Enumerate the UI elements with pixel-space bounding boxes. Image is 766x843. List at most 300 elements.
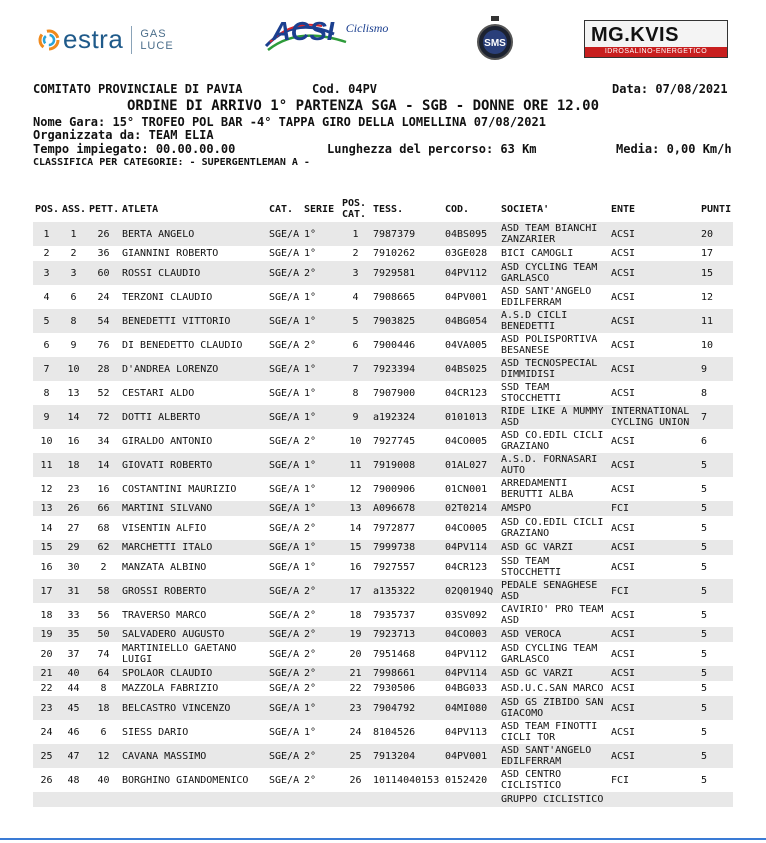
estra-subtitle bbox=[140, 28, 173, 52]
cell-tess: 7910262 bbox=[373, 248, 416, 259]
table-row bbox=[33, 744, 733, 768]
cell-pos-cat: 22 bbox=[349, 683, 362, 694]
cell-ente: ACSI bbox=[611, 435, 636, 447]
cell-cod: 02T0214 bbox=[443, 501, 499, 516]
cell-cod: 04BS095 bbox=[443, 222, 499, 246]
cell-societa: ASD TECNOSPECIAL DIMMIDISI bbox=[499, 357, 609, 381]
cell-pos-cat: 9 bbox=[340, 405, 371, 429]
cell-atleta: DI BENEDETTO CLAUDIO bbox=[122, 339, 243, 351]
cell-pos-cat: 19 bbox=[340, 627, 371, 642]
sms-logo bbox=[476, 16, 514, 68]
cell-punti: 11 bbox=[699, 309, 733, 333]
cell-atleta: BORGHINO GIANDOMENICO bbox=[122, 774, 249, 786]
cell-societa: ASD CENTRO CICLISTICO bbox=[501, 769, 562, 791]
cell-punti: 5 bbox=[701, 683, 708, 694]
cell-societa: SSD TEAM STOCCHETTI bbox=[501, 382, 562, 404]
cell-societa: ASD SANT'ANGELO EDILFERRAM bbox=[499, 744, 609, 768]
table-row bbox=[33, 246, 733, 261]
cell-punti: 5 bbox=[699, 579, 733, 603]
cell-societa: A.S.D. FORNASARI AUTO bbox=[499, 453, 609, 477]
cell-atleta: MARTINI SILVANO bbox=[120, 501, 267, 516]
cell-serie: 2° bbox=[304, 774, 317, 786]
cell-ass: 35 bbox=[60, 627, 87, 642]
cell-punti: 7 bbox=[699, 405, 733, 429]
cell-pos: 8 bbox=[43, 387, 50, 399]
cell-tess: 7930506 bbox=[373, 683, 416, 694]
cell-pos-cat: 10 bbox=[349, 435, 362, 447]
nome-gara: Nome Gara: 15° TROFEO POL BAR -4° TAPPA GIRO DELLA LOMELLINA 07/08/2021 bbox=[33, 115, 546, 129]
cell-punti: 5 bbox=[701, 522, 708, 534]
cell-pos: 18 bbox=[40, 609, 53, 621]
cell-pett: 28 bbox=[87, 357, 120, 381]
mgkvis-name: MG.KVIS bbox=[591, 24, 679, 46]
table-row bbox=[33, 642, 733, 666]
cell-atleta: CESTARI ALDO bbox=[122, 387, 195, 399]
cell-tess: 10114040153 bbox=[373, 774, 440, 786]
cell-ass: 3 bbox=[60, 261, 87, 285]
cell-serie: 2° bbox=[302, 627, 340, 642]
estra-divider bbox=[131, 26, 132, 54]
cell-ente: ACSI bbox=[609, 261, 699, 285]
cell-pos-cat: 3 bbox=[340, 261, 371, 285]
cell-ente: ACSI bbox=[611, 387, 636, 399]
col-header-cat: CAT. bbox=[269, 203, 294, 215]
table-row bbox=[33, 309, 733, 333]
cell-ass: 2 bbox=[70, 248, 77, 259]
cell-cat: SGE/A bbox=[267, 261, 302, 285]
estra-logo bbox=[38, 24, 174, 55]
cell-societa: SSD TEAM STOCCHETTI bbox=[501, 556, 562, 578]
cell-ente: ACSI bbox=[609, 309, 699, 333]
cell-cod bbox=[443, 792, 499, 807]
table-row bbox=[33, 453, 733, 477]
cell-pos-cat: 13 bbox=[340, 501, 371, 516]
cell-pett: 76 bbox=[97, 339, 110, 351]
cell-cat: SGE/A bbox=[267, 579, 302, 603]
cell-ass: 10 bbox=[60, 357, 87, 381]
cell-cat: SGE/A bbox=[269, 648, 300, 660]
cell-pett: 16 bbox=[97, 483, 110, 495]
cell-pos: 25 bbox=[33, 744, 60, 768]
cell-cat: SGE/A bbox=[269, 435, 300, 447]
table-row bbox=[33, 381, 733, 405]
cell-atleta: SPOLAOR CLAUDIO bbox=[120, 666, 267, 681]
cell-ass: 45 bbox=[60, 696, 87, 720]
cell-pos-cat: 8 bbox=[352, 387, 359, 399]
results-table bbox=[33, 196, 733, 807]
cell-pos-cat: 4 bbox=[352, 291, 359, 303]
cell-tess: 7907900 bbox=[373, 387, 416, 399]
cell-punti: 5 bbox=[699, 627, 733, 642]
cell-societa: ASD CO.EDIL CICLI GRAZIANO bbox=[501, 517, 604, 539]
cell-pos-cat: 26 bbox=[349, 774, 362, 786]
cell-pett: 58 bbox=[87, 579, 120, 603]
cell-atleta: DOTTI ALBERTO bbox=[120, 405, 267, 429]
cell-societa: ASD POLISPORTIVA BESANESE bbox=[501, 334, 598, 356]
cell-societa: ASD GC VARZI bbox=[499, 540, 609, 555]
cell-serie: 1° bbox=[304, 726, 317, 738]
cell-punti: 5 bbox=[699, 453, 733, 477]
cell-tess: 7900446 bbox=[373, 339, 416, 351]
cell-ass: 16 bbox=[67, 435, 80, 447]
cell-pett: 62 bbox=[87, 540, 120, 555]
cell-punti: 10 bbox=[701, 339, 714, 351]
cell-societa: ASD.U.C.SAN MARCO bbox=[501, 683, 604, 694]
cell-tess: 7935737 bbox=[373, 609, 416, 621]
cell-ente: ACSI bbox=[611, 648, 636, 660]
cell-atleta: BENEDETTI VITTORIO bbox=[120, 309, 267, 333]
cell-tess: 7923713 bbox=[371, 627, 443, 642]
cell-cod: 04CO005 bbox=[445, 522, 488, 534]
cell-serie: 2° bbox=[304, 435, 317, 447]
cell-ass: 14 bbox=[60, 405, 87, 429]
cell-ente: ACSI bbox=[611, 726, 636, 738]
cell-tess: 7927745 bbox=[373, 435, 416, 447]
cell-cat: SGE/A bbox=[267, 627, 302, 642]
table-row bbox=[33, 540, 733, 555]
cell-cod: 04PV112 bbox=[445, 648, 488, 660]
cell-punti: 5 bbox=[699, 666, 733, 681]
cell-pos-cat: 17 bbox=[340, 579, 371, 603]
cell-cat: SGE/A bbox=[267, 405, 302, 429]
cell-pett: 72 bbox=[87, 405, 120, 429]
cell-ente: ACSI bbox=[611, 248, 636, 259]
cell-pett: 40 bbox=[97, 774, 110, 786]
cell-ente: ACSI bbox=[611, 291, 636, 303]
cell-pos-cat: 15 bbox=[340, 540, 371, 555]
cell-pos: 22 bbox=[40, 683, 53, 694]
cell-cat: SGE/A bbox=[267, 222, 302, 246]
cell-serie: 1° bbox=[304, 561, 317, 573]
cell-pos: 21 bbox=[33, 666, 60, 681]
cell-pett: 50 bbox=[87, 627, 120, 642]
cell-ente: ACSI bbox=[611, 609, 636, 621]
cell-societa: ASD SANT'ANGELO EDILFERRAM bbox=[501, 286, 592, 308]
cell-punti: 8 bbox=[701, 387, 708, 399]
cell-societa: GRUPPO CICLISTICO bbox=[499, 792, 609, 807]
cell-pos-cat: 11 bbox=[340, 453, 371, 477]
cell-cat: SGE/A bbox=[269, 522, 300, 534]
cell-punti: 5 bbox=[699, 540, 733, 555]
cell-societa: A.S.D CICLI BENEDETTI bbox=[499, 309, 609, 333]
table-row bbox=[33, 579, 733, 603]
cell-cat: SGE/A bbox=[267, 453, 302, 477]
cell-pos-cat: 12 bbox=[349, 483, 362, 495]
cell-serie: 2° bbox=[304, 683, 317, 694]
cell-pett: 2 bbox=[100, 561, 107, 573]
cell-ass: 48 bbox=[67, 774, 80, 786]
cell-tess: 7900906 bbox=[373, 483, 416, 495]
cell-ente: ACSI bbox=[611, 339, 636, 351]
cell-cod: 04MI080 bbox=[443, 696, 499, 720]
cell-tess: 7998661 bbox=[371, 666, 443, 681]
cell-ente: ACSI bbox=[609, 540, 699, 555]
cell-serie: 2° bbox=[302, 261, 340, 285]
cell-tess: 8104526 bbox=[373, 726, 416, 738]
cell-societa: PEDALE SENAGHESE ASD bbox=[499, 579, 609, 603]
cell-atleta: MARTINIELLO GAETANO LUIGI bbox=[122, 643, 237, 665]
cell-serie: 1° bbox=[302, 222, 340, 246]
cell-tess: 7972877 bbox=[373, 522, 416, 534]
cell-ass: 29 bbox=[60, 540, 87, 555]
cell-cat: SGE/A bbox=[269, 609, 300, 621]
cell-ass: 31 bbox=[60, 579, 87, 603]
acsi-logo bbox=[264, 14, 389, 46]
cell-atleta: GIOVATI ROBERTO bbox=[120, 453, 267, 477]
cell-serie: 2° bbox=[304, 522, 317, 534]
cell-tess: a192324 bbox=[371, 405, 443, 429]
cell-atleta: BERTA ANGELO bbox=[120, 222, 267, 246]
cell-atleta: SALVADERO AUGUSTO bbox=[120, 627, 267, 642]
cell-ass: 1 bbox=[60, 222, 87, 246]
cell-societa: ASD CYCLING TEAM GARLASCO bbox=[501, 643, 598, 665]
cell-atleta: TERZONI CLAUDIO bbox=[122, 291, 213, 303]
cell-atleta: ROSSI CLAUDIO bbox=[120, 261, 267, 285]
cell-pos: 14 bbox=[40, 522, 53, 534]
cell-cod: 04PV114 bbox=[443, 540, 499, 555]
cell-cod: 04CO003 bbox=[443, 627, 499, 642]
cell-pos-cat: 20 bbox=[349, 648, 362, 660]
cell-pett: 54 bbox=[87, 309, 120, 333]
cell-pett: 74 bbox=[97, 648, 110, 660]
cell-ass: 37 bbox=[67, 648, 80, 660]
table-row bbox=[33, 501, 733, 516]
cell-cod: 02Q0194Q bbox=[443, 579, 499, 603]
cell-pett: 36 bbox=[97, 248, 110, 259]
cell-societa: ASD CYCLING TEAM GARLASCO bbox=[499, 261, 609, 285]
cell-ente bbox=[609, 792, 699, 807]
cell-pett: 60 bbox=[87, 261, 120, 285]
cell-societa: ASD GS ZIBIDO SAN GIACOMO bbox=[499, 696, 609, 720]
cell-atleta bbox=[120, 792, 267, 807]
cell-atleta: BELCASTRO VINCENZO bbox=[120, 696, 267, 720]
cell-atleta: D'ANDREA LORENZO bbox=[120, 357, 267, 381]
cell-serie: 2° bbox=[302, 579, 340, 603]
cell-ente: ACSI bbox=[609, 222, 699, 246]
comitato-label: COMITATO PROVINCIALE DI PAVIA bbox=[33, 82, 243, 96]
cell-pett: 52 bbox=[97, 387, 110, 399]
cell-pos: 5 bbox=[33, 309, 60, 333]
cell-serie: 1° bbox=[302, 540, 340, 555]
cell-ente: INTERNATIONAL CYCLING UNION bbox=[609, 405, 699, 429]
col-header-atleta: ATLETA bbox=[122, 203, 159, 215]
sms-text: SMS bbox=[484, 38, 506, 49]
cell-cod: 04CR123 bbox=[445, 387, 488, 399]
cell-cat: SGE/A bbox=[269, 291, 300, 303]
cell-atleta: GROSSI ROBERTO bbox=[120, 579, 267, 603]
cell-pett: 14 bbox=[87, 453, 120, 477]
results-table-container bbox=[33, 196, 733, 807]
cell-cod: 04BG054 bbox=[443, 309, 499, 333]
cell-cat: SGE/A bbox=[267, 501, 302, 516]
cell-punti: 12 bbox=[701, 291, 714, 303]
cell-cat: SGE/A bbox=[267, 666, 302, 681]
cell-pos: 16 bbox=[40, 561, 53, 573]
cell-cod: 0152420 bbox=[445, 774, 488, 786]
cell-pos: 7 bbox=[33, 357, 60, 381]
col-header-punti: PUNTI bbox=[701, 203, 732, 215]
category-label: CLASSIFICA PER CATEGORIE: - SUPERGENTLEMAN A - bbox=[33, 157, 310, 168]
cell-cod: 04CR123 bbox=[445, 561, 488, 573]
cell-pos-cat: 2 bbox=[352, 248, 359, 259]
cell-pos-cat: 6 bbox=[352, 339, 359, 351]
cell-punti: 6 bbox=[701, 435, 708, 447]
cell-pett bbox=[87, 792, 120, 807]
cell-societa: ASD TEAM BIANCHI ZANZARIER bbox=[499, 222, 609, 246]
cell-serie: 1° bbox=[302, 309, 340, 333]
cell-cod: 04PV114 bbox=[443, 666, 499, 681]
cell-cod: 0101013 bbox=[443, 405, 499, 429]
cell-punti: 5 bbox=[699, 501, 733, 516]
cell-atleta: GIRALDO ANTONIO bbox=[122, 435, 213, 447]
table-row bbox=[33, 792, 733, 807]
cell-ente: ACSI bbox=[609, 696, 699, 720]
cell-serie: 1° bbox=[304, 291, 317, 303]
cell-societa: ASD GC VARZI bbox=[499, 666, 609, 681]
cell-ass: 18 bbox=[60, 453, 87, 477]
cell-punti: 9 bbox=[699, 357, 733, 381]
cell-pos-cat: 16 bbox=[349, 561, 362, 573]
cell-pos: 4 bbox=[43, 291, 50, 303]
cell-tess: 7927557 bbox=[373, 561, 416, 573]
col-header-pos-cat: POS. CAT. bbox=[342, 198, 367, 220]
cell-pos: 2 bbox=[43, 248, 50, 259]
cell-serie: 2° bbox=[304, 609, 317, 621]
cod-label: Cod. 04PV bbox=[312, 82, 378, 96]
cell-ass: 26 bbox=[60, 501, 87, 516]
cell-serie: 1° bbox=[304, 248, 317, 259]
cell-ente: FCI bbox=[609, 579, 699, 603]
cell-pos: 19 bbox=[33, 627, 60, 642]
average-speed: Media: 0,00 Km/h bbox=[616, 142, 732, 156]
table-row bbox=[33, 333, 733, 357]
table-row bbox=[33, 429, 733, 453]
table-row bbox=[33, 285, 733, 309]
cell-pett: 6 bbox=[100, 726, 107, 738]
cell-pos: 9 bbox=[33, 405, 60, 429]
cell-atleta: VISENTIN ALFIO bbox=[122, 522, 207, 534]
cell-ass: 9 bbox=[70, 339, 77, 351]
cell-serie: 2° bbox=[302, 744, 340, 768]
cell-ass bbox=[60, 792, 87, 807]
cell-cat: SGE/A bbox=[269, 774, 300, 786]
cell-serie: 1° bbox=[304, 387, 317, 399]
organizer: Organizzata da: TEAM ELIA bbox=[33, 128, 214, 142]
mgkvis-logo bbox=[584, 20, 728, 58]
cell-pett: 18 bbox=[87, 696, 120, 720]
cell-societa: ARREDAMENTI BERUTTI ALBA bbox=[501, 478, 574, 500]
col-header-societa: SOCIETA' bbox=[501, 203, 550, 215]
cell-serie: 1° bbox=[302, 405, 340, 429]
estra-swirl-icon bbox=[38, 29, 60, 51]
cell-pos: 20 bbox=[40, 648, 53, 660]
cell-pos-cat: 14 bbox=[349, 522, 362, 534]
cell-pos: 6 bbox=[43, 339, 50, 351]
cell-atleta: TRAVERSO MARCO bbox=[122, 609, 207, 621]
cell-ass: 13 bbox=[67, 387, 80, 399]
table-row bbox=[33, 696, 733, 720]
cell-pett: 8 bbox=[100, 683, 107, 694]
cell-punti: 5 bbox=[699, 744, 733, 768]
cell-tess: 7904792 bbox=[371, 696, 443, 720]
cell-cod: 04VA005 bbox=[445, 339, 488, 351]
cell-tess: 7908665 bbox=[373, 291, 416, 303]
cell-punti: 5 bbox=[701, 609, 708, 621]
cell-ente: ACSI bbox=[611, 683, 636, 694]
cell-ente: ACSI bbox=[609, 453, 699, 477]
cell-pett: 68 bbox=[97, 522, 110, 534]
cell-pett: 26 bbox=[87, 222, 120, 246]
cell-punti: 20 bbox=[699, 222, 733, 246]
cell-cod: 03SV092 bbox=[445, 609, 488, 621]
cell-punti: 5 bbox=[701, 648, 708, 660]
cell-ass: 23 bbox=[67, 483, 80, 495]
cell-cat: SGE/A bbox=[267, 696, 302, 720]
col-header-tess: TESS. bbox=[373, 203, 404, 215]
cell-serie: 2° bbox=[304, 339, 317, 351]
cell-cod: 01AL027 bbox=[443, 453, 499, 477]
cell-pos-cat: 18 bbox=[349, 609, 362, 621]
cell-ass: 8 bbox=[60, 309, 87, 333]
cell-cod: 04BG033 bbox=[445, 683, 488, 694]
cell-pos: 1 bbox=[33, 222, 60, 246]
cell-ass: 33 bbox=[67, 609, 80, 621]
cell-pett: 64 bbox=[87, 666, 120, 681]
cell-ente: ACSI bbox=[611, 522, 636, 534]
cell-tess: 7987379 bbox=[371, 222, 443, 246]
cell-pos-cat bbox=[340, 792, 371, 807]
table-row bbox=[33, 681, 733, 696]
cell-pos: 15 bbox=[33, 540, 60, 555]
table-row bbox=[33, 405, 733, 429]
col-header-pett: PETT. bbox=[89, 203, 120, 215]
col-header-cod: COD. bbox=[445, 203, 470, 215]
cell-tess: A096678 bbox=[371, 501, 443, 516]
col-header-pos: POS. bbox=[35, 203, 60, 215]
mgkvis-subtitle: IDROSALINO-ENERGETICO bbox=[585, 47, 727, 57]
cell-ass: 46 bbox=[67, 726, 80, 738]
cell-pos-cat: 25 bbox=[340, 744, 371, 768]
cell-ass: 47 bbox=[60, 744, 87, 768]
cell-atleta: GIANNINI ROBERTO bbox=[122, 248, 219, 259]
table-row bbox=[33, 516, 733, 540]
cell-serie bbox=[302, 792, 340, 807]
cell-pett: 24 bbox=[97, 291, 110, 303]
cell-tess: 7923394 bbox=[371, 357, 443, 381]
cell-cod: 03GE028 bbox=[445, 248, 488, 259]
date-label: Data: 07/08/2021 bbox=[612, 82, 728, 96]
col-header-ente: ENTE bbox=[611, 203, 636, 215]
cell-serie: 1° bbox=[302, 357, 340, 381]
cell-cod: 04PV113 bbox=[445, 726, 488, 738]
table-row bbox=[33, 261, 733, 285]
cell-cod: 04PV001 bbox=[445, 291, 488, 303]
cell-atleta: MAZZOLA FABRIZIO bbox=[122, 683, 219, 694]
cell-punti bbox=[699, 792, 733, 807]
cell-tess: 7913204 bbox=[371, 744, 443, 768]
col-header-ass: ASS. bbox=[62, 203, 87, 215]
cell-cod: 04PV001 bbox=[443, 744, 499, 768]
acsi-name: ACSI bbox=[272, 16, 335, 46]
cell-ass: 44 bbox=[67, 683, 80, 694]
cell-tess bbox=[371, 792, 443, 807]
table-row bbox=[33, 720, 733, 744]
cell-cat: SGE/A bbox=[267, 744, 302, 768]
table-header-row bbox=[33, 196, 733, 222]
cell-cat: SGE/A bbox=[269, 248, 300, 259]
cell-cat: SGE/A bbox=[269, 683, 300, 694]
cell-ente: ACSI bbox=[611, 483, 636, 495]
